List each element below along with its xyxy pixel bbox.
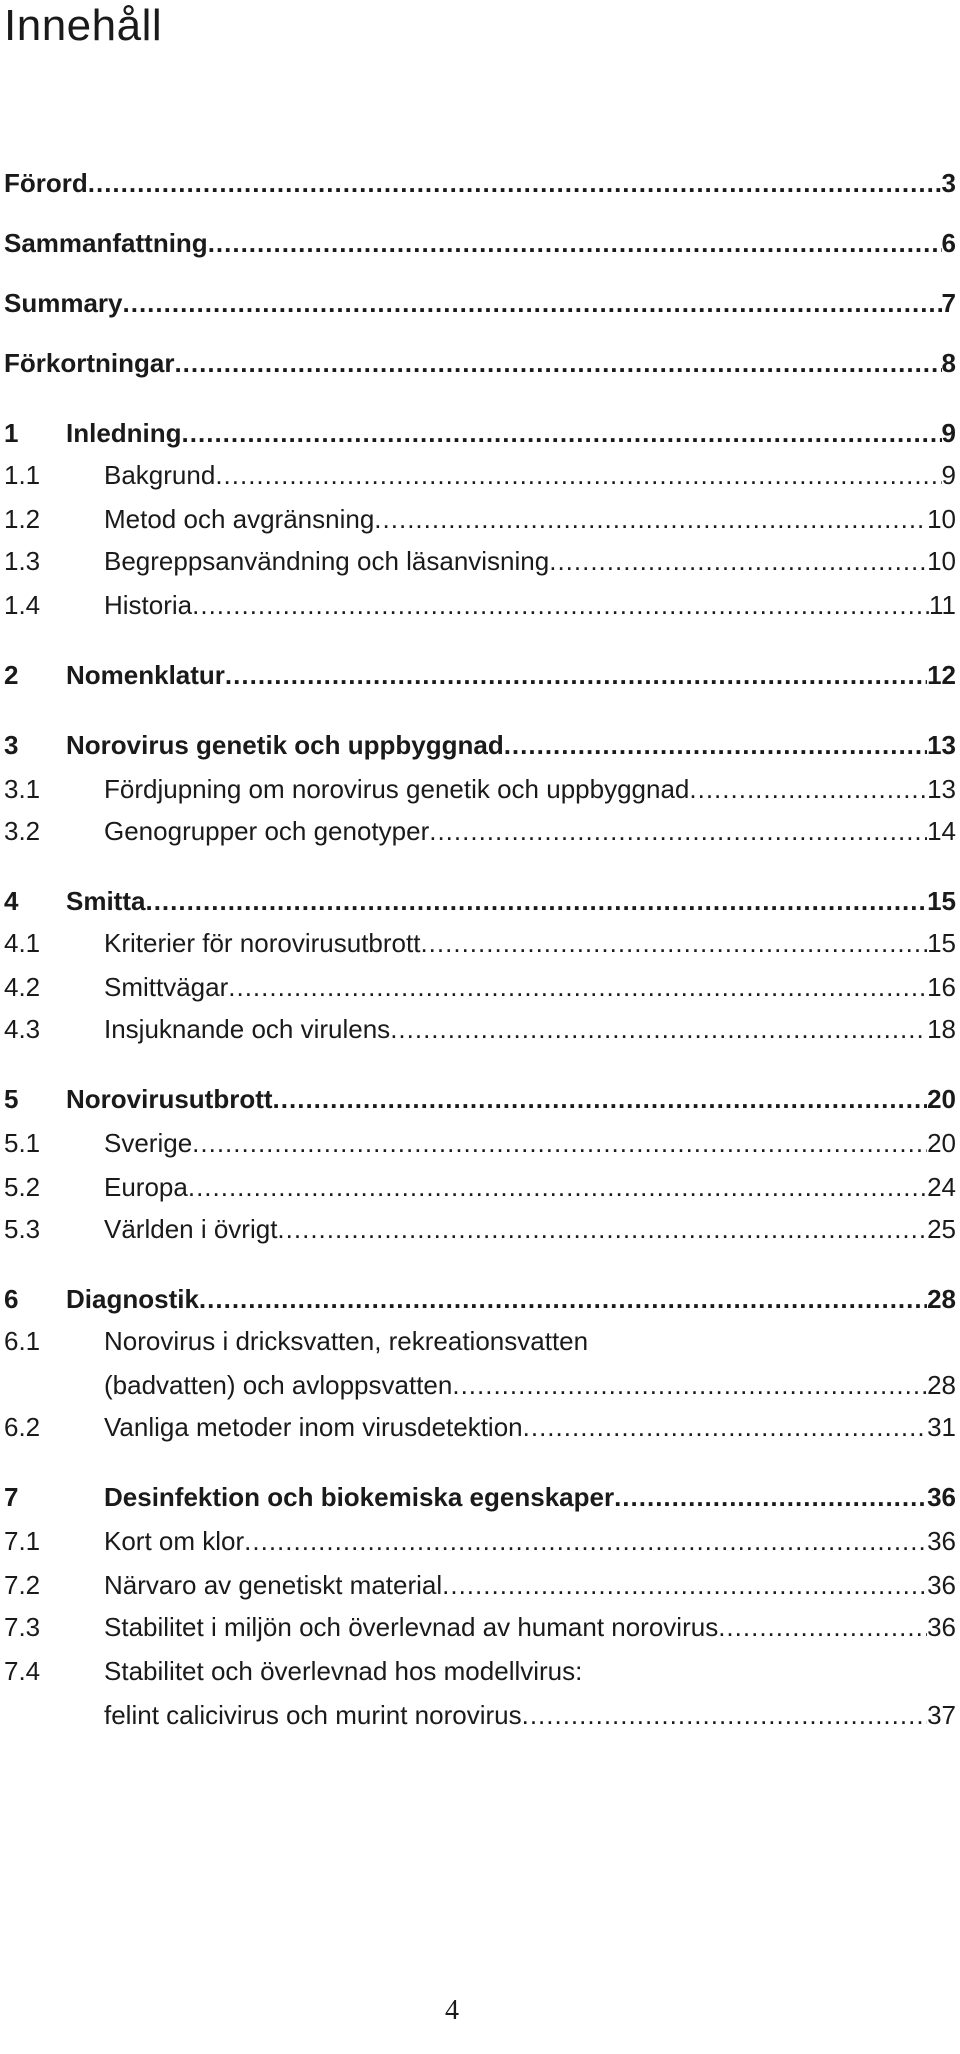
toc-entry[interactable]	[4, 1084, 956, 1114]
toc-entry-title-continued: felint calicivirus och murint norovirus	[104, 1700, 522, 1730]
toc-entry-number: 4.3	[4, 1014, 41, 1044]
toc-entry-page: 3	[941, 168, 956, 198]
toc-entry-title: Fördjupning om norovirus genetik och uppbyggnad	[104, 774, 690, 804]
toc-entry-number: 4.1	[4, 928, 41, 958]
toc-entry[interactable]	[4, 1128, 956, 1158]
toc-entry-page: 9	[941, 460, 956, 490]
dot-leader	[689, 774, 927, 804]
toc-entry[interactable]	[4, 660, 956, 690]
toc-entry-page: 18	[927, 1014, 956, 1044]
toc-entry-title-continued: (badvatten) och avloppsvatten	[104, 1370, 453, 1400]
dot-leader	[277, 1214, 927, 1244]
dot-leader	[420, 928, 927, 958]
toc-entry[interactable]	[4, 1570, 956, 1600]
dot-leader	[244, 1526, 927, 1556]
toc-entry-page: 37	[927, 1700, 956, 1730]
toc-entry-title: Smitta	[66, 886, 146, 916]
toc-entry-number: 6	[4, 1284, 19, 1314]
toc-entry-title: Stabilitet och överlevnad hos modellvirus:	[104, 1656, 583, 1686]
toc-entry-page: 15	[927, 928, 956, 958]
toc-entry-number: 6.1	[4, 1326, 41, 1356]
toc-entry-page: 16	[927, 972, 956, 1002]
toc-entry[interactable]	[4, 1214, 956, 1244]
toc-entry[interactable]	[4, 348, 956, 378]
dot-leader	[174, 348, 941, 378]
toc-entry[interactable]	[4, 1612, 956, 1642]
toc-entry-page: 28	[927, 1370, 956, 1400]
toc-entry[interactable]	[4, 288, 956, 318]
toc-entry-number: 3.1	[4, 774, 41, 804]
toc-entry-number: 4	[4, 886, 19, 916]
page-title: Innehåll	[4, 1, 163, 50]
toc-entry-title: Förkortningar	[4, 348, 175, 378]
toc-entry-page: 36	[927, 1526, 956, 1556]
toc-entry-title: Kort om klor	[104, 1526, 245, 1556]
toc-entry[interactable]	[4, 928, 956, 958]
toc-entry-number: 1.2	[4, 504, 41, 534]
dot-leader	[182, 418, 942, 448]
toc-entry-number: 2	[4, 660, 19, 690]
toc-entry[interactable]	[4, 972, 956, 1002]
toc-entry-number: 7	[4, 1482, 19, 1512]
toc-entry[interactable]	[4, 1656, 956, 1730]
toc-entry[interactable]	[4, 774, 956, 804]
toc-entry-title: Diagnostik	[66, 1284, 199, 1314]
toc-entry-page: 36	[927, 1482, 956, 1512]
toc-entry-title: Insjuknande och virulens	[104, 1014, 391, 1044]
toc-entry-page: 24	[927, 1172, 956, 1202]
toc-entry-title: Världen i övrigt	[104, 1214, 278, 1244]
toc-entry-number: 1.1	[4, 460, 41, 490]
toc-entry-number: 7.3	[4, 1612, 41, 1642]
toc-entry-title: Vanliga metoder inom virusdetektion	[104, 1412, 523, 1442]
toc-entry-number: 5	[4, 1084, 19, 1114]
toc-entry[interactable]	[4, 1284, 956, 1314]
toc-entry-number: 6.2	[4, 1412, 41, 1442]
toc-entry-page: 31	[927, 1412, 956, 1442]
toc-entry-number: 5.1	[4, 1128, 41, 1158]
toc-entry-page: 20	[927, 1084, 956, 1114]
toc-entry-title: Historia	[104, 590, 193, 620]
page-number: 4	[445, 1995, 459, 2026]
toc-entry-page: 6	[941, 228, 956, 258]
dot-leader	[199, 1284, 927, 1314]
toc-entry[interactable]	[4, 418, 956, 448]
toc-entry-title: Smittvägar	[104, 972, 229, 1002]
dot-leader	[192, 590, 929, 620]
dot-leader	[123, 288, 942, 318]
toc-entry-number: 4.2	[4, 972, 41, 1002]
toc-entry[interactable]	[4, 1412, 956, 1442]
toc-entry[interactable]	[4, 228, 956, 258]
toc-entry[interactable]	[4, 460, 956, 490]
toc-entry[interactable]	[4, 546, 956, 576]
toc-entry-title: Stabilitet i miljön och överlevnad av humant norovirus	[104, 1612, 719, 1642]
toc-entry-title: Kriterier för norovirusutbrott	[104, 928, 421, 958]
toc-entry-page: 25	[927, 1214, 956, 1244]
toc-entry[interactable]	[4, 730, 956, 760]
toc-entry-title: Bakgrund	[104, 460, 216, 490]
dot-leader	[208, 228, 942, 258]
toc-entry-page: 36	[927, 1612, 956, 1642]
toc-entry-title: Genogrupper och genotyper	[104, 816, 430, 846]
toc-entry-page: 9	[941, 418, 956, 448]
toc-entry[interactable]	[4, 1326, 956, 1400]
dot-leader	[522, 1700, 927, 1730]
dot-leader	[442, 1570, 927, 1600]
toc-entry-title: Nomenklatur	[66, 660, 225, 690]
toc-entry-number: 1.4	[4, 590, 41, 620]
dot-leader	[228, 972, 927, 1002]
toc-entry-page: 12	[927, 660, 956, 690]
toc-entry[interactable]	[4, 816, 956, 846]
toc-entry-number: 3.2	[4, 816, 41, 846]
dot-leader	[504, 730, 927, 760]
toc-entry[interactable]	[4, 886, 956, 916]
toc-entry-title: Norovirusutbrott	[66, 1084, 273, 1114]
dot-leader	[145, 886, 927, 916]
toc-entry[interactable]	[4, 1526, 956, 1556]
toc-entry-page: 20	[927, 1128, 956, 1158]
toc-entry-page: 28	[927, 1284, 956, 1314]
toc-entry-page: 15	[927, 886, 956, 916]
toc-entry-number: 1	[4, 418, 19, 448]
toc-entry-number: 7.1	[4, 1526, 41, 1556]
toc-entry-number: 5.3	[4, 1214, 41, 1244]
toc-entry-page: 13	[927, 774, 956, 804]
toc-entry-title: Inledning	[66, 418, 182, 448]
toc-entry-title: Europa	[104, 1172, 188, 1202]
toc-entry-page: 8	[941, 348, 956, 378]
toc-entry-number: 7.4	[4, 1656, 41, 1686]
dot-leader	[718, 1612, 927, 1642]
toc-entry-page: 10	[927, 546, 956, 576]
toc-entry-title: Norovirus genetik och uppbyggnad	[66, 730, 504, 760]
dot-leader	[390, 1014, 927, 1044]
toc-entry-page: 7	[941, 288, 956, 318]
toc-entry[interactable]	[4, 168, 956, 198]
dot-leader	[549, 546, 927, 576]
dot-leader	[225, 660, 927, 690]
toc-entry-number: 7.2	[4, 1570, 41, 1600]
toc-entry[interactable]	[4, 1172, 956, 1202]
toc-entry[interactable]	[4, 504, 956, 534]
toc-entry-title: Begreppsanvändning och läsanvisning	[104, 546, 550, 576]
toc-entry-title: Desinfektion och biokemiska egenskaper	[104, 1482, 615, 1512]
dot-leader	[215, 460, 941, 490]
dot-leader	[88, 168, 942, 198]
dot-leader	[614, 1482, 927, 1512]
dot-leader	[523, 1412, 927, 1442]
toc-entry-page: 13	[927, 730, 956, 760]
toc-entry-number: 3	[4, 730, 19, 760]
dot-leader	[188, 1172, 927, 1202]
toc-entry-page: 11	[929, 590, 956, 620]
toc-entry[interactable]	[4, 590, 956, 620]
toc-entry-title: Norovirus i dricksvatten, rekreationsvatten	[104, 1326, 589, 1356]
toc-entry-title: Sverige	[104, 1128, 193, 1158]
dot-leader	[429, 816, 927, 846]
toc-entry-title: Summary	[4, 288, 123, 318]
dot-leader	[192, 1128, 927, 1158]
toc-entry-title: Förord	[4, 168, 88, 198]
toc-entry[interactable]	[4, 1014, 956, 1044]
toc-entry-number: 5.2	[4, 1172, 41, 1202]
dot-leader	[452, 1370, 927, 1400]
toc-entry-title: Närvaro av genetiskt material	[104, 1570, 443, 1600]
toc-entry-title: Sammanfattning	[4, 228, 208, 258]
dot-leader	[374, 504, 927, 534]
toc-entry-title: Metod och avgränsning	[104, 504, 375, 534]
dot-leader	[273, 1084, 928, 1114]
toc-entry[interactable]	[4, 1482, 956, 1512]
toc-entry-page: 14	[927, 816, 956, 846]
toc-entry-number: 1.3	[4, 546, 41, 576]
toc-entry-page: 36	[927, 1570, 956, 1600]
toc-entry-page: 10	[927, 504, 956, 534]
